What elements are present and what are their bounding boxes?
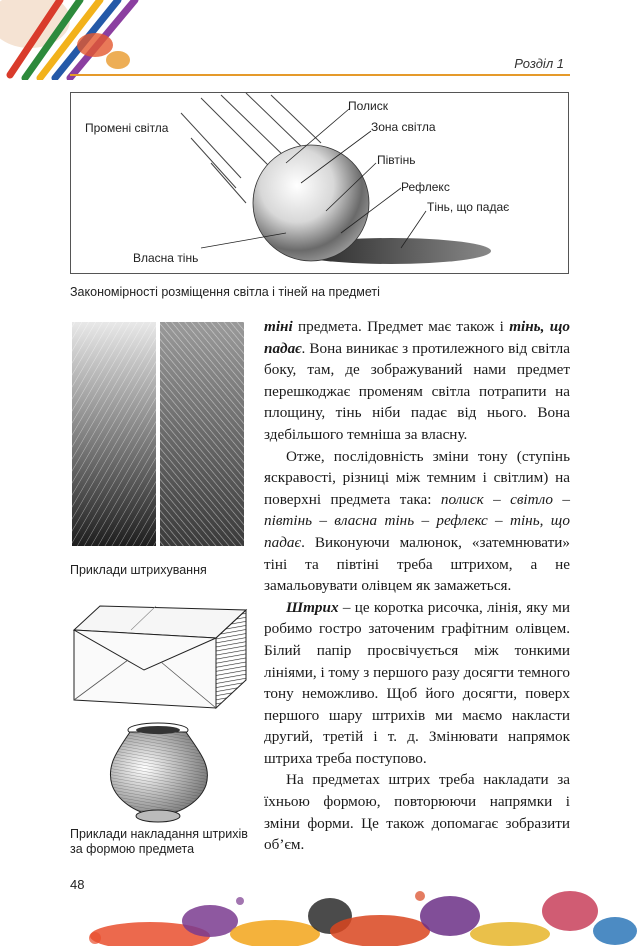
label-light-zone: Зона світла (371, 120, 436, 134)
paragraph-2: Отже, послідовність зміни тону (ступінь яскравості, різниці між темним і світлим) на поверхні предмета така: полиск – світло – півтінь – власна тінь – рефлекс – тінь, що падає. Виконуючи малюнок, «затемнювати» тіні та півтіні треба штрихом, а не замальовувати олівцем як замажеться. (264, 447, 570, 595)
page-number: 48 (70, 877, 85, 892)
label-penumbra: Півтінь (377, 153, 416, 167)
paragraph-3: Штрих – це коротка рисочка, лінія, яку ми робимо гостро заточеним графітним олівцем. Білий папір просвічується між тонкими лініями, і тому з першого разу досягти темного тону неможливо. Щоб його досягти, поверх першого шару штрихів ми маємо накласти другий, третій і т. д. Змінювати напрямок штриха треба поступово. (264, 598, 570, 767)
section-label: Розділ 1 (514, 56, 564, 71)
header-rule (70, 74, 570, 76)
box-sketch-image (66, 600, 252, 715)
label-highlight: Полиск (348, 99, 388, 113)
overlay-caption: Приклади накладання штрихів за формою предмета (70, 827, 248, 856)
pencils-decoration (0, 0, 150, 80)
label-reflex: Рефлекс (401, 180, 450, 194)
paragraph-4: На предметах штрих треба накладати за їхньою формою, повторюючи напрямки і зміни форми. Це також допомагає зобразити об’єм. (264, 771, 570, 854)
label-cast-shadow: Тінь, що падає (427, 200, 510, 214)
body-text (264, 316, 570, 856)
figure-caption: Закономірності розміщення світла і тіней на предметі (70, 285, 380, 299)
sphere-illustration (71, 93, 568, 273)
hatching-examples-image (70, 318, 246, 550)
label-light-rays: Промені світла (85, 121, 169, 135)
vase-sketch-image (96, 720, 221, 825)
hatching-caption: Приклади штрихування (70, 563, 207, 577)
label-own-shadow: Власна тінь (133, 251, 199, 265)
light-shadow-figure (70, 92, 569, 274)
paragraph-1: тіні предмета. Предмет має також і тінь, що падає. Вона виникає з протилежного від світла боку, там, де зображуваний нами предмет перешкоджає променям світла потрапити на площину, тінь ніби падає від нього. Вона здебільшого темніша за власну. (264, 318, 571, 443)
paint-splash-decoration (0, 876, 638, 946)
